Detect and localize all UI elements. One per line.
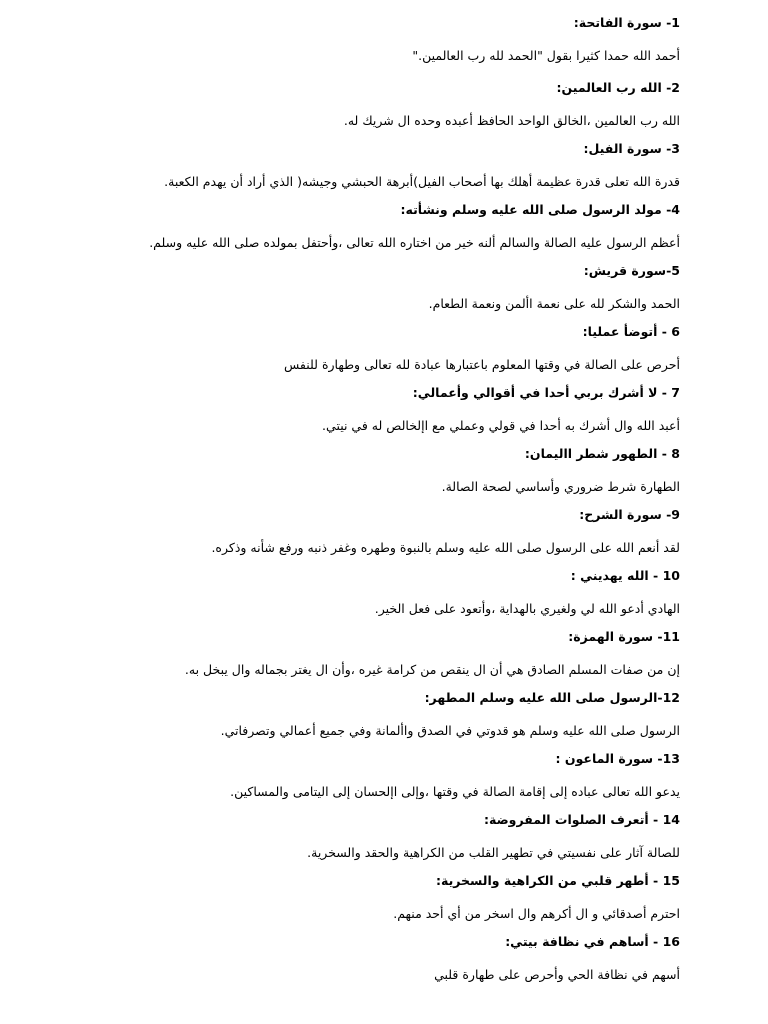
section-heading: 14 - أتعرف الصلوات المفروضة: xyxy=(484,812,680,827)
section-heading: 7 - لا أشرك بربي أحدا في أقوالي وأعمالي: xyxy=(412,385,680,400)
section-heading: 12-الرسول صلى الله عليه وسلم المطهر: xyxy=(424,690,680,705)
section-8 xyxy=(20,445,680,496)
section-5 xyxy=(20,262,680,313)
section-heading: 8 - الطهور شطر االيمان: xyxy=(524,446,680,461)
section-heading: 1- سورة الفاتحة: xyxy=(573,15,680,30)
section-heading: 13- سورة الماعون : xyxy=(555,751,680,766)
section-text: الله رب العالمين ،الخالق الواحد الحافظ أعبده وحده ال شريك له. xyxy=(343,113,680,128)
section-text: الحمد والشكر لله على نعمة األمن ونعمة الطعام. xyxy=(428,296,680,311)
section-15 xyxy=(20,872,680,923)
section-text: أحمد الله حمدا كثيرا بقول "الحمد لله رب العالمين." xyxy=(412,48,680,63)
section-heading: 5-سورة قريش: xyxy=(583,263,680,278)
section-6 xyxy=(20,323,680,374)
section-16 xyxy=(20,933,680,984)
section-3 xyxy=(20,140,680,191)
section-7 xyxy=(20,384,680,435)
section-heading: 3- سورة الفيل: xyxy=(583,141,680,156)
section-heading: 10 - الله يهديني : xyxy=(570,568,680,583)
section-heading: 2- الله رب العالمين: xyxy=(556,80,680,95)
section-9 xyxy=(20,506,680,557)
section-heading: 15 - أطهر قلبي من الكراهية والسخرية: xyxy=(436,873,680,888)
section-2 xyxy=(20,79,680,130)
section-13 xyxy=(20,750,680,801)
section-12 xyxy=(20,689,680,740)
section-heading: 6 - أتوضأ عمليا: xyxy=(582,324,680,339)
section-text: احترم أصدقائي و ال أكرهم وال اسخر من أي أحد منهم. xyxy=(393,906,680,921)
section-text: الهادي أدعو الله لي ولغيري بالهداية ،وأتعود على فعل الخير. xyxy=(374,601,680,616)
section-text: للصالة آثار على نفسيتي في تطهير القلب من الكراهية والحقد والسخرية. xyxy=(307,845,680,860)
section-text: أعظم الرسول عليه الصالة والسالم ألنه خير من اختاره الله تعالى ،وأحتفل بمولده صلى الله عليه وسلم. xyxy=(149,235,680,250)
section-heading: 4- مولد الرسول صلى الله عليه وسلم ونشأته: xyxy=(400,202,680,217)
section-text: لقد أنعم الله على الرسول صلى الله عليه وسلم بالنبوة وطهره وغفر ذنبه ورفع شأنه وذكره. xyxy=(211,540,680,555)
section-10 xyxy=(20,567,680,618)
section-heading: 11- سورة الهمزة: xyxy=(568,629,680,644)
section-text: أحرص على الصالة في وقتها المعلوم باعتبارها عبادة لله تعالى وطهارة للنفس xyxy=(284,357,680,372)
section-text: قدرة الله تعلى قدرة عظيمة أهلك بها أصحاب الفيل)أبرهة الحبشي وجيشه( الذي أراد أن يهدم الكعبة. xyxy=(164,174,680,189)
section-heading: 9- سورة الشرح: xyxy=(579,507,680,522)
section-4 xyxy=(20,201,680,252)
section-text: الرسول صلى الله عليه وسلم هو قدوتي في الصدق واألمانة وفي جميع أعمالي وتصرفاتي. xyxy=(220,723,680,738)
section-heading: 16 - أساهم في نظافة بيتي: xyxy=(505,934,680,949)
section-text: يدعو الله تعالى عباده إلى إقامة الصالة في وقتها ،وإلى اإلحسان إلى اليتامى والمساكين. xyxy=(230,784,680,799)
section-1 xyxy=(20,14,680,65)
section-11 xyxy=(20,628,680,679)
section-text: الطهارة شرط ضروري وأساسي لصحة الصالة. xyxy=(441,479,680,494)
section-text: إن من صفات المسلم الصادق هي أن ال ينقص من كرامة غيره ،وأن ال يغتر بجماله وال يبخل به. xyxy=(184,662,680,677)
section-14 xyxy=(20,811,680,862)
section-text: أسهم في نظافة الحي وأحرص على طهارة قلبي xyxy=(434,967,680,982)
section-text: أعبد الله وال أشرك به أحدا في قولي وعملي مع اإلخالص له في نيتي. xyxy=(322,418,680,433)
